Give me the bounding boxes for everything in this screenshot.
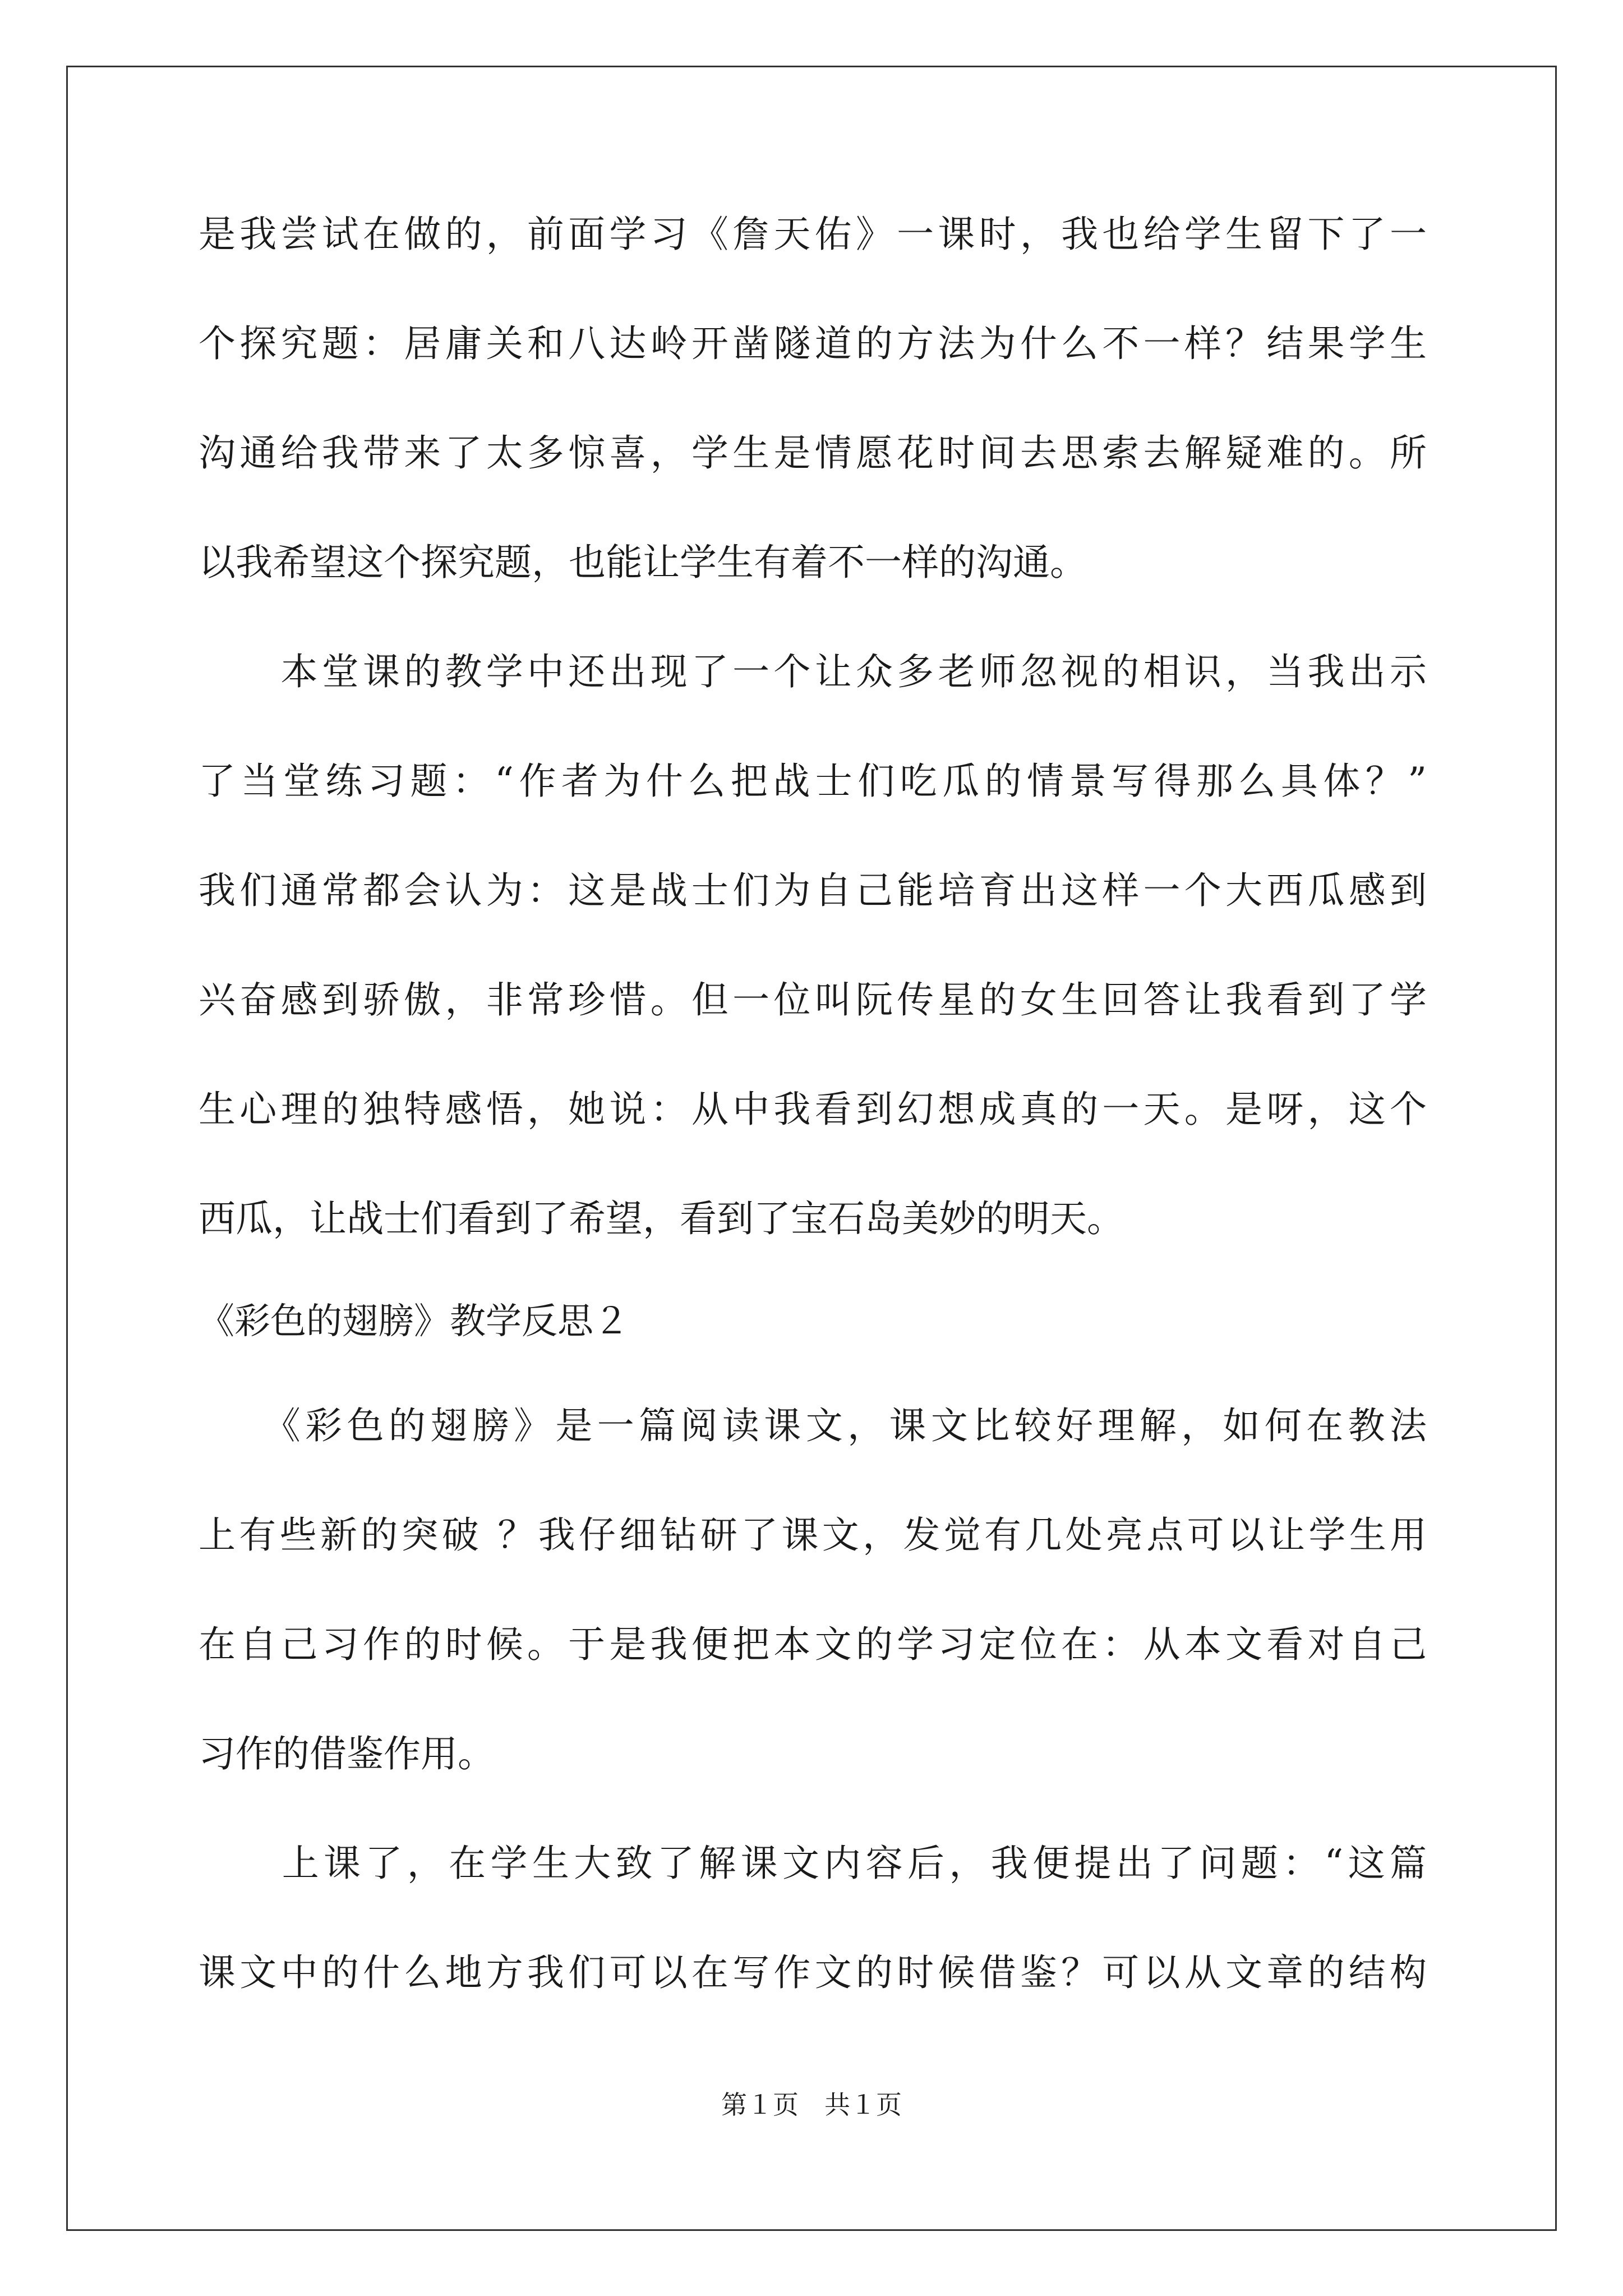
text-line: 《彩色的翅膀》是一篇阅读课文，课文比较好理解，如何在教法 <box>199 1404 1427 1447</box>
text-line: 了当堂练习题：“作者为什么把战士们吃瓜的情景写得那么具体？” <box>199 760 1427 803</box>
text-line: 在自己习作的时候。于是我便把本文的学习定位在：从本文看对自己 <box>199 1623 1427 1666</box>
text-line: 生心理的独特感悟，她说：从中我看到幻想成真的一天。是呀，这个 <box>199 1088 1427 1131</box>
page-footer <box>0 2088 1623 2122</box>
text-line: 以我希望这个探究题，也能让学生有着不一样的沟通。 <box>199 541 1087 584</box>
text-line: 个探究题：居庸关和八达岭开凿隧道的方法为什么不一样？结果学生 <box>199 322 1427 365</box>
text-line: 本堂课的教学中还出现了一个让众多老师忽视的相识，当我出示 <box>199 650 1427 693</box>
text-line: 课文中的什么地方我们可以在写作文的时候借鉴？可以从文章的结构 <box>199 1951 1427 1994</box>
page-border <box>66 66 1557 2231</box>
text-line: 西瓜，让战士们看到了希望，看到了宝石岛美妙的明天。 <box>199 1197 1124 1240</box>
text-line: 我们通常都会认为：这是战士们为自己能培育出这样一个大西瓜感到 <box>199 869 1427 912</box>
text-line: 上有些新的突破 ？我仔细钻研了课文，发觉有几处亮点可以让学生用 <box>199 1513 1427 1557</box>
section-heading: 《彩色的翅膀》教学反思２ <box>199 1301 629 1342</box>
text-line: 是我尝试在做的，前面学习《詹天佑》一课时，我也给学生留下了一 <box>199 213 1427 256</box>
text-line: 上课了，在学生大致了解课文内容后，我便提出了问题：“这篇 <box>199 1842 1427 1885</box>
page-number-label: 第１页 共１页 <box>721 2090 902 2120</box>
text-line: 沟通给我带来了太多惊喜，学生是情愿花时间去思索去解疑难的。所 <box>199 431 1427 475</box>
text-line: 习作的借鉴作用。 <box>199 1732 495 1775</box>
text-line: 兴奋感到骄傲，非常珍惜。但一位叫阮传星的女生回答让我看到了学 <box>199 978 1427 1022</box>
